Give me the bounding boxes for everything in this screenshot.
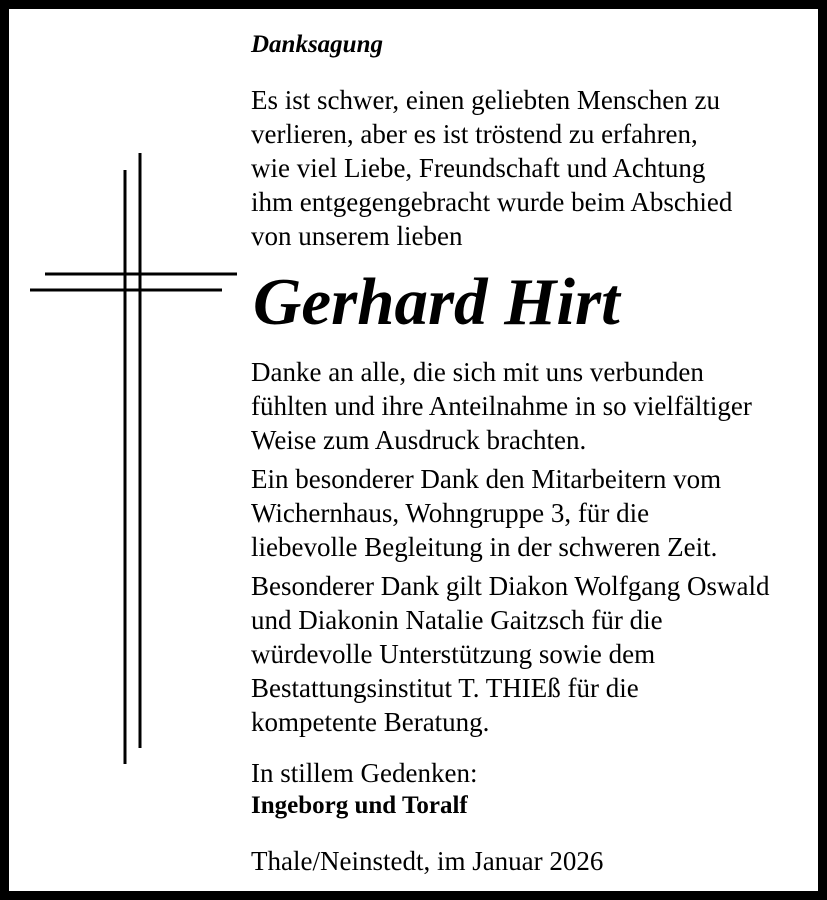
signed-by: Ingeborg und Toralf [251, 792, 468, 819]
closing-line: In stillem Gedenken: [251, 758, 478, 788]
thanks-paragraph-3: Besonderer Dank gilt Diakon Wolfgang Oswald und Diakonin Natalie Gaitzsch für die würdevolle Unterstützung sowie dem Bestattungsinstitut T. THIEß für die kompetente Beratung. [251, 571, 770, 737]
place-date: Thale/Neinstedt, im Januar 2026 [251, 846, 604, 876]
deceased-name: Gerhard Hirt [253, 265, 620, 339]
notice-heading: Danksagung [251, 31, 383, 58]
intro-text: Es ist schwer, einen geliebten Menschen zu verlieren, aber es ist tröstend zu erfahren, wie viel Liebe, Freundschaft und Achtung ihm entgegengebracht wurde beim Abschied von unserem lieben [251, 85, 733, 251]
thanks-paragraph-2: Ein besonderer Dank den Mitarbeitern vom Wichernhaus, Wohngruppe 3, für die liebevolle Begleitung in der schweren Zeit. [251, 464, 722, 562]
thanks-paragraph-1: Danke an alle, die sich mit uns verbunden fühlten und ihre Anteilnahme in so vielfältiger Weise zum Ausdruck brachten. [251, 357, 752, 455]
